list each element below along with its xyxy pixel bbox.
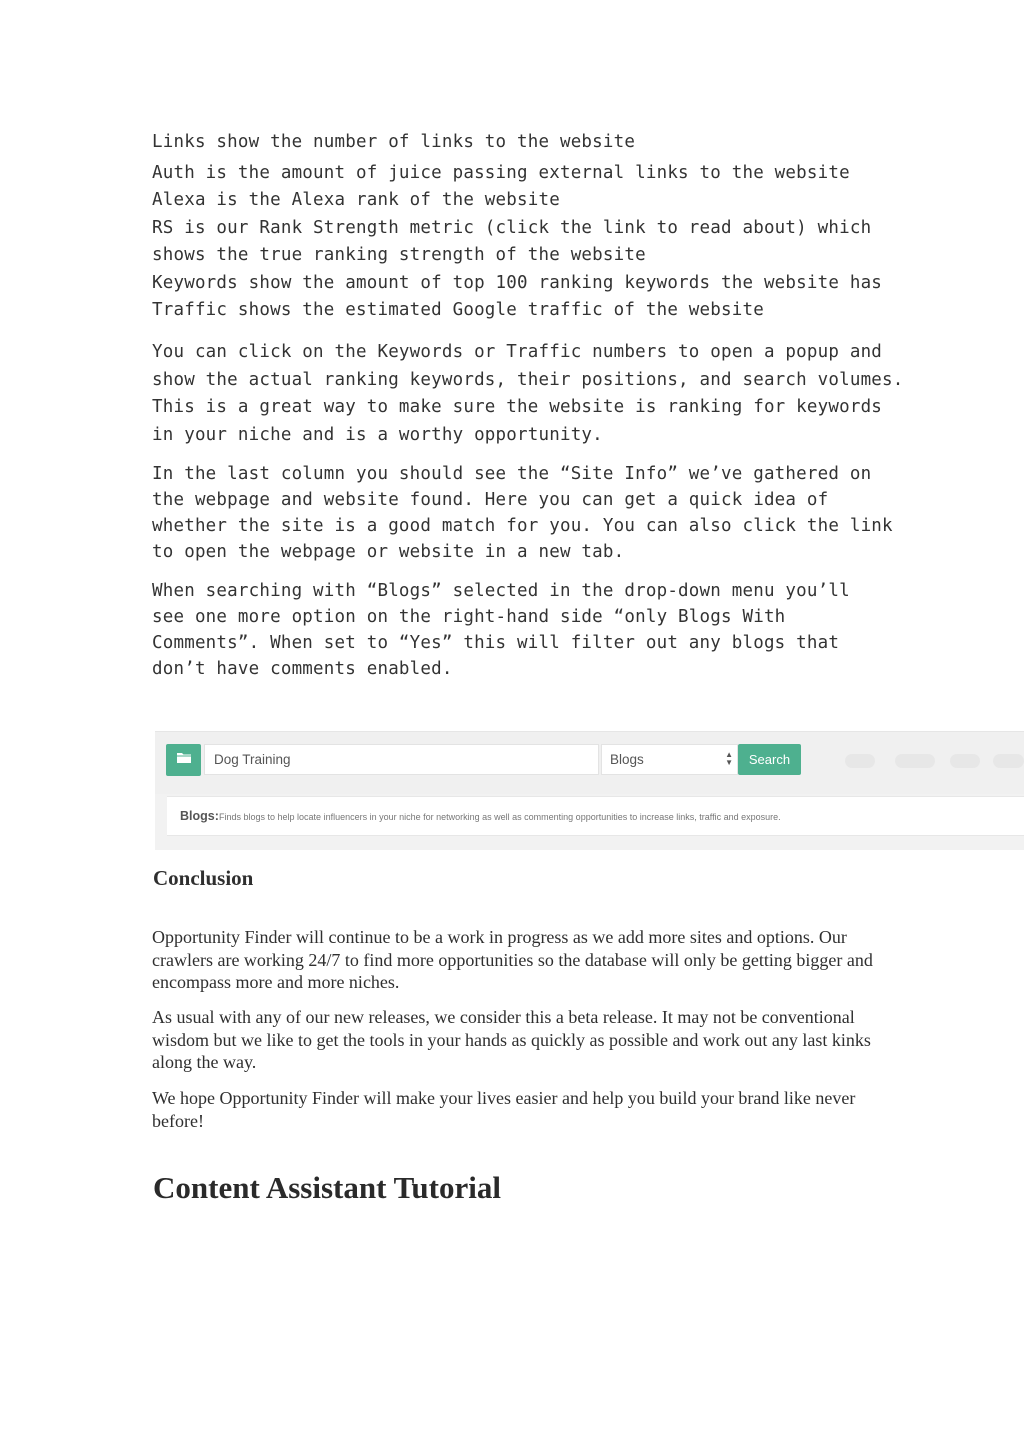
paragraph-site-info: In the last column you should see the “Site Info” we’ve gathered on the webpage and website found. Here you can get a quick idea of whether the site is a good match for you. You can also click the link to open the webpage or website in a new tab. [152, 464, 893, 562]
search-toolbar [155, 732, 1024, 794]
search-input[interactable]: Dog Training [204, 744, 599, 775]
definition-keywords: Keywords show the amount of top 100 ranking keywords the website has [152, 273, 883, 293]
conclusion-paragraph-2: As usual with any of our new releases, we consider this a beta release. It may not be conventional wisdom but we like to get the tools in your hands as quickly as possible and work out any last kinks along the way. [152, 1007, 871, 1072]
paragraph-popup: You can click on the Keywords or Traffic numbers to open a popup and show the actual ranking keywords, their positions, and search volumes. This is a great way to make sure the website is ranking for keywords in your niche and is a worthy opportunity. [152, 342, 904, 445]
source-select[interactable] [601, 744, 738, 775]
conclusion-heading: Conclusion [153, 866, 254, 890]
paragraph-blogs-option: When searching with “Blogs” selected in the drop-down menu you’ll see one more option on the right-hand side “only Blogs With Comments”. When set to “Yes” this will filter out any blogs that don’t have comments enabled. [152, 581, 850, 679]
info-text: Finds blogs to help locate influencers in your niche for networking as well as commenting opportunities to increase links, traffic and exposure. [219, 812, 781, 822]
info-label: Blogs: [180, 809, 219, 823]
blurred-control [993, 754, 1024, 768]
conclusion-paragraph-1: Opportunity Finder will continue to be a work in progress as we add more sites and options. Our crawlers are working 24/7 to find more opportunities so the database will only be getting bigger and encompass more and more niches. [152, 927, 873, 992]
blurred-control [895, 754, 935, 768]
definition-alexa: Alexa is the Alexa rank of the website [152, 190, 560, 210]
source-select-value: Blogs [610, 752, 644, 767]
definition-traffic: Traffic shows the estimated Google traffic of the website [152, 300, 764, 320]
search-type-description [167, 796, 1024, 836]
definition-rs-continued: shows the true ranking strength of the website [152, 245, 646, 265]
folder-button[interactable] [166, 744, 201, 776]
content-assistant-tutorial-heading: Content Assistant Tutorial [153, 1170, 501, 1205]
definition-links: Links show the number of links to the website [152, 132, 636, 152]
blurred-control [845, 754, 875, 768]
definition-auth: Auth is the amount of juice passing external links to the website [152, 163, 850, 183]
blurred-control [950, 754, 980, 768]
search-button[interactable]: Search [738, 744, 801, 775]
select-arrows-icon: ▲ ▼ [725, 750, 733, 767]
search-ui-screenshot [155, 731, 1024, 850]
folder-icon [176, 751, 192, 769]
definition-rs: RS is our Rank Strength metric (click the link to read about) which [152, 218, 872, 238]
conclusion-paragraph-3: We hope Opportunity Finder will make your lives easier and help you build your brand like never before! [152, 1088, 856, 1131]
